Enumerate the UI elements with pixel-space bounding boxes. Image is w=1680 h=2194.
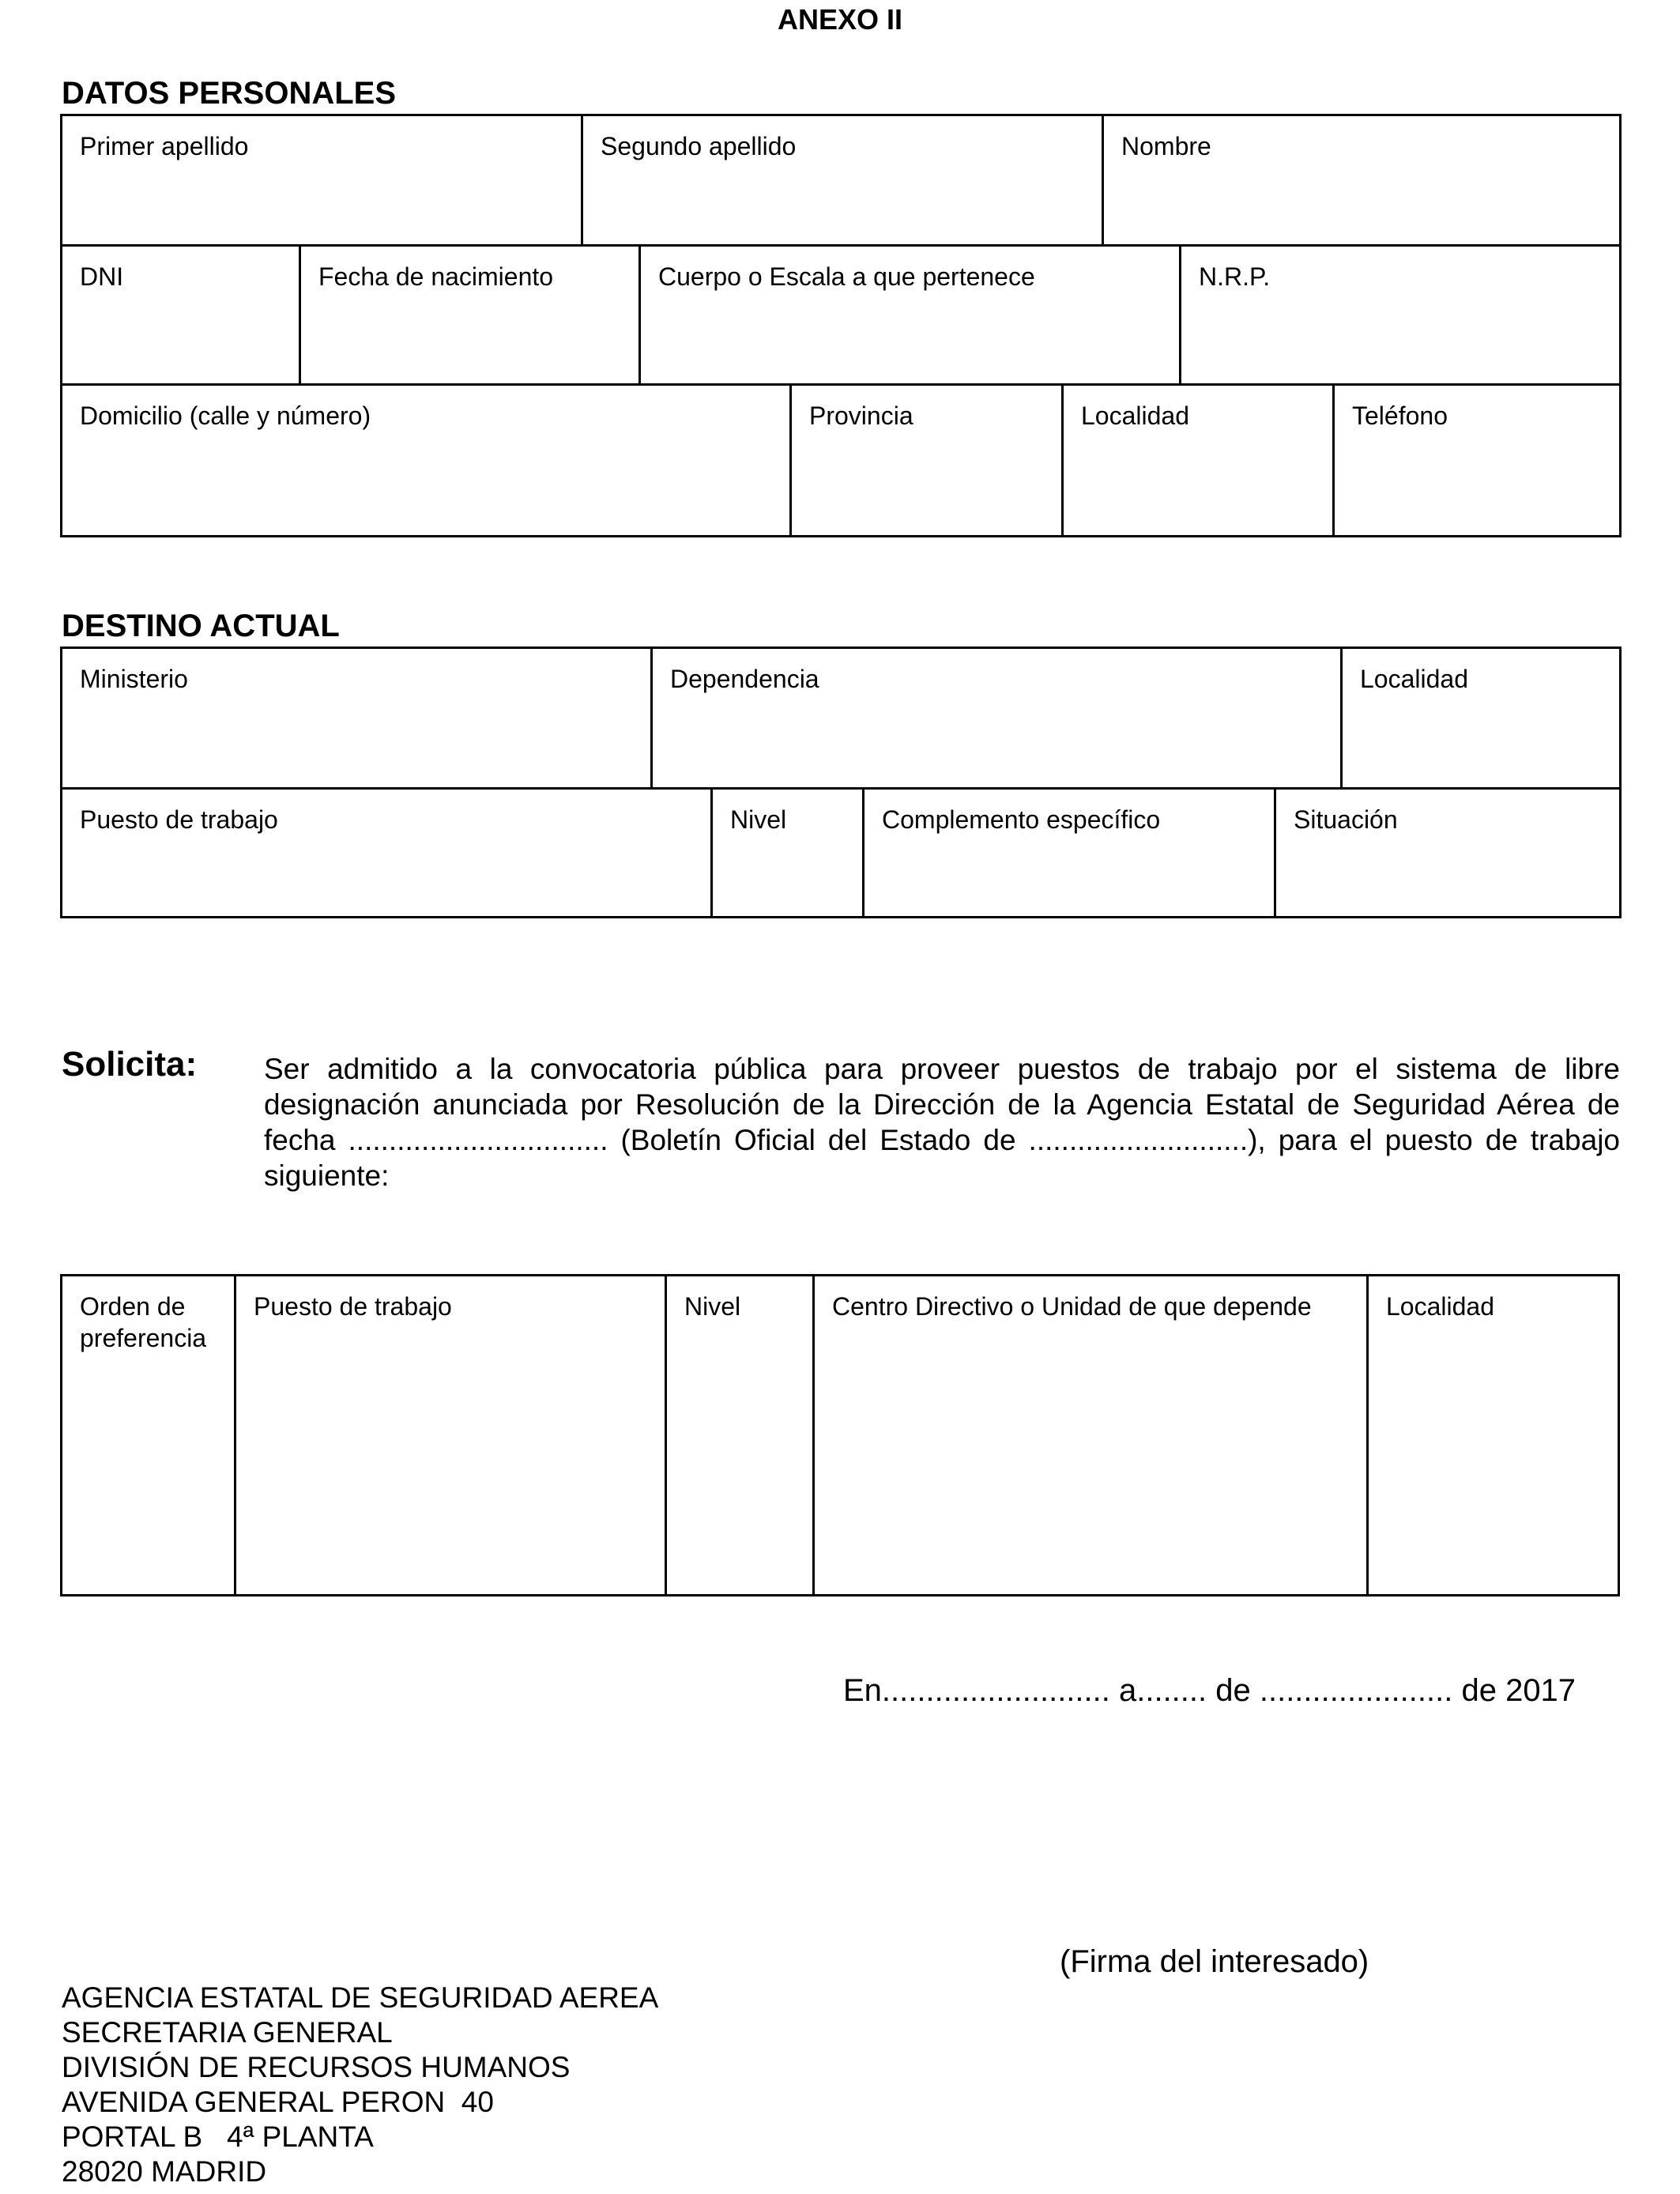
field-dependencia[interactable] xyxy=(653,649,1343,787)
solicita-text xyxy=(264,1051,1629,1193)
column-header: Nivel xyxy=(684,1292,741,1321)
field-provincia[interactable] xyxy=(792,386,1064,535)
field-label: Complemento específico xyxy=(882,805,1161,834)
field-nrp[interactable] xyxy=(1181,247,1619,383)
column-header: Centro Directivo o Unidad de que depende xyxy=(832,1292,1312,1321)
field-label: Localidad xyxy=(1360,665,1468,693)
destino-actual-row-2 xyxy=(62,787,1619,916)
field-label: Fecha de nacimiento xyxy=(318,262,554,291)
field-segundo-apellido[interactable] xyxy=(583,116,1104,244)
document-title: ANEXO II xyxy=(777,3,903,36)
destino-actual-table xyxy=(60,647,1622,918)
field-ministerio[interactable] xyxy=(62,649,653,787)
col-nivel[interactable] xyxy=(667,1276,815,1594)
address-line: PORTAL B 4ª PLANTA xyxy=(62,2120,374,2153)
field-primer-apellido[interactable] xyxy=(62,116,583,244)
signature-caption: (Firma del interesado) xyxy=(1060,1944,1369,1979)
destino-actual-row-1 xyxy=(62,649,1619,787)
field-label: Segundo apellido xyxy=(601,132,797,160)
column-header: Puesto de trabajo xyxy=(254,1292,452,1321)
field-label: N.R.P. xyxy=(1199,262,1271,291)
section-heading-destino-actual: DESTINO ACTUAL xyxy=(62,609,340,643)
field-label: Primer apellido xyxy=(80,132,249,160)
field-complemento-especifico[interactable] xyxy=(864,790,1276,916)
field-label: Puesto de trabajo xyxy=(80,805,278,834)
col-centro-directivo[interactable] xyxy=(815,1276,1369,1594)
address-line: DIVISIÓN DE RECURSOS HUMANOS xyxy=(62,2051,571,2083)
field-cuerpo-escala[interactable] xyxy=(641,247,1181,383)
col-localidad[interactable] xyxy=(1369,1276,1618,1594)
address-block xyxy=(62,1981,658,2189)
field-label: Dependencia xyxy=(670,665,819,693)
field-label: DNI xyxy=(80,262,124,291)
field-label: Provincia xyxy=(809,401,913,430)
field-situacion[interactable] xyxy=(1276,790,1619,916)
section-heading-datos-personales: DATOS PERSONALES xyxy=(62,76,397,111)
col-puesto-trabajo[interactable] xyxy=(236,1276,667,1594)
address-line: AGENCIA ESTATAL DE SEGURIDAD AEREA xyxy=(62,1981,659,2014)
column-header: Localidad xyxy=(1386,1292,1494,1321)
field-domicilio[interactable] xyxy=(62,386,792,535)
field-label: Localidad xyxy=(1081,401,1189,430)
col-orden-preferencia[interactable] xyxy=(62,1276,236,1594)
solicita-label: Solicita: xyxy=(62,1045,198,1084)
field-label: Ministerio xyxy=(80,665,188,693)
address-line: SECRETARIA GENERAL xyxy=(62,2016,393,2049)
preferencias-row xyxy=(62,1276,1618,1594)
field-telefono[interactable] xyxy=(1335,386,1619,535)
field-label: Situación xyxy=(1294,805,1398,834)
field-label: Teléfono xyxy=(1352,401,1448,430)
field-label: Domicilio (calle y número) xyxy=(80,401,371,430)
datos-personales-row-3 xyxy=(62,383,1619,535)
field-label: Nivel xyxy=(730,805,787,834)
field-fecha-nacimiento[interactable] xyxy=(301,247,641,383)
datos-personales-row-1 xyxy=(62,116,1619,244)
column-header: Orden de preferencia xyxy=(80,1292,207,1352)
field-label: Cuerpo o Escala a que pertenece xyxy=(658,262,1035,291)
datos-personales-row-2 xyxy=(62,244,1619,383)
address-line: AVENIDA GENERAL PERON 40 xyxy=(62,2086,494,2118)
field-puesto-trabajo-actual[interactable] xyxy=(62,790,713,916)
field-localidad[interactable] xyxy=(1064,386,1335,535)
field-dni[interactable] xyxy=(62,247,301,383)
solicita-body: Ser admitido a la convocatoria pública para proveer puestos de trabajo por el sistema de libre designación anunciada por Resolución de la Dirección de la Agencia Estatal de Seguridad Aérea de fecha ................................ (Boletín Oficial del Estado de ...........................), para el puesto de trabajo siguiente: xyxy=(264,1053,1629,1192)
preferencias-table xyxy=(60,1274,1620,1596)
field-nivel-actual[interactable] xyxy=(713,790,864,916)
date-place-line: En.......................... a........ de ...................... de 2017 xyxy=(843,1673,1576,1708)
datos-personales-table xyxy=(60,114,1622,537)
field-nombre[interactable] xyxy=(1104,116,1619,244)
field-localidad-destino[interactable] xyxy=(1343,649,1619,787)
field-label: Nombre xyxy=(1121,132,1211,160)
address-line: 28020 MADRID xyxy=(62,2155,267,2188)
